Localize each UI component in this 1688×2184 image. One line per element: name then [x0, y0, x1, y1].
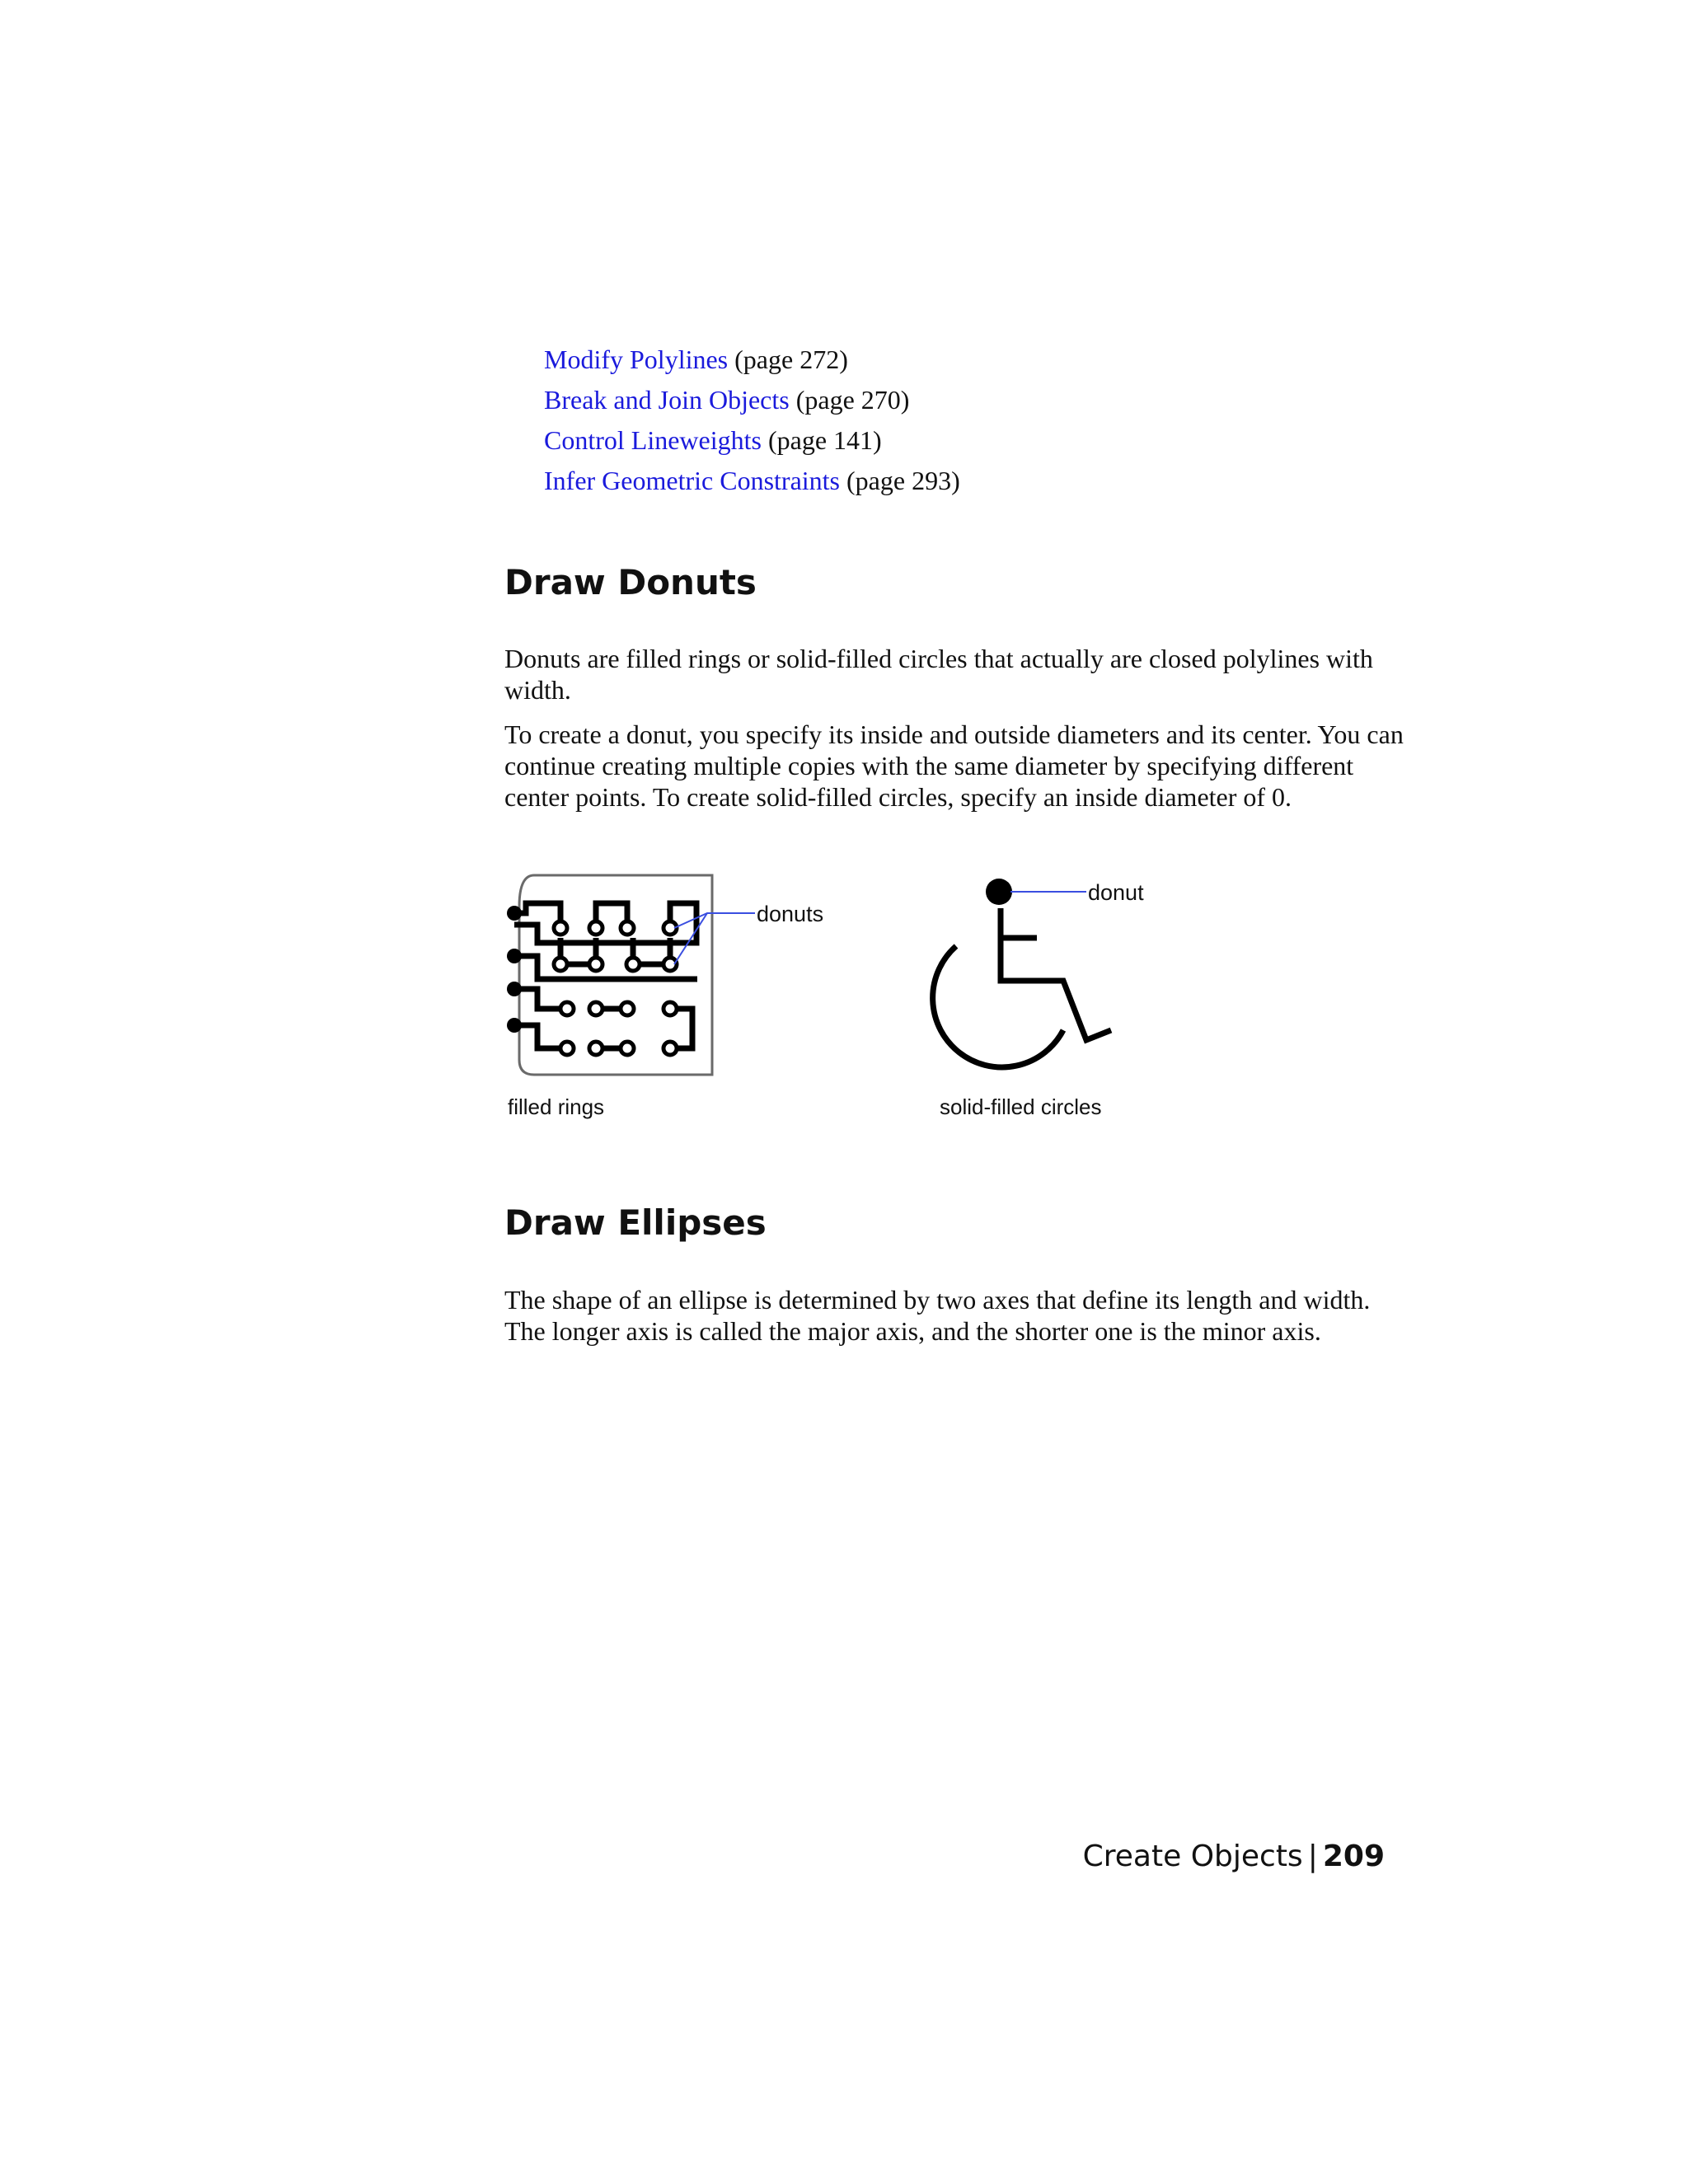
donuts-figure: [495, 857, 1236, 1137]
donuts-paragraph-2: To create a donut, you specify its inside and outside diameters and its center. You can continue creating multiple copies with the same diameter by specifying different center points. To create solid-filled circles, specify an inside diameter of 0.: [504, 719, 1404, 812]
list-item: [544, 420, 960, 461]
link-infer-geometric-constraints[interactable]: Infer Geometric Constraints: [544, 466, 840, 495]
donuts-callout-leaders: [674, 913, 755, 964]
list-item: [544, 380, 960, 420]
page-ref: (page 272): [734, 344, 848, 374]
donuts-callout-label: donuts: [757, 902, 824, 926]
page-ref: (page 141): [767, 425, 882, 455]
section-heading-draw-ellipses: Draw Ellipses: [504, 1202, 767, 1243]
page-ref: (page 270): [795, 385, 910, 415]
section-heading-draw-donuts: Draw Donuts: [504, 562, 757, 602]
link-modify-polylines[interactable]: Modify Polylines: [544, 344, 729, 374]
solid-filled-circles-caption: solid-filled circles: [940, 1094, 1102, 1119]
list-item: [544, 461, 960, 501]
page-ref: (page 293): [846, 466, 960, 495]
donuts-paragraph-1: Donuts are filled rings or solid-filled circles that actually are closed polylines with width.: [504, 644, 1373, 705]
page-number: 209: [1322, 1840, 1385, 1873]
footer-separator: |: [1307, 1840, 1318, 1873]
page-footer: [1083, 1840, 1385, 1873]
list-item: [544, 340, 960, 380]
link-control-lineweights[interactable]: Control Lineweights: [544, 425, 762, 455]
ellipses-paragraph-1: The shape of an ellipse is determined by two axes that define its length and width. The longer axis is called the major axis, and the shorter one is the minor axis.: [504, 1285, 1371, 1346]
donut-head: [986, 879, 1012, 905]
link-break-and-join-objects[interactable]: Break and Join Objects: [544, 385, 790, 415]
donut-callout-label: donut: [1088, 880, 1144, 905]
wheelchair-icon: [933, 879, 1111, 1067]
related-links-list: [544, 340, 960, 501]
filled-rings-caption: filled rings: [508, 1094, 605, 1119]
footer-chapter-title: Create Objects: [1082, 1840, 1303, 1873]
